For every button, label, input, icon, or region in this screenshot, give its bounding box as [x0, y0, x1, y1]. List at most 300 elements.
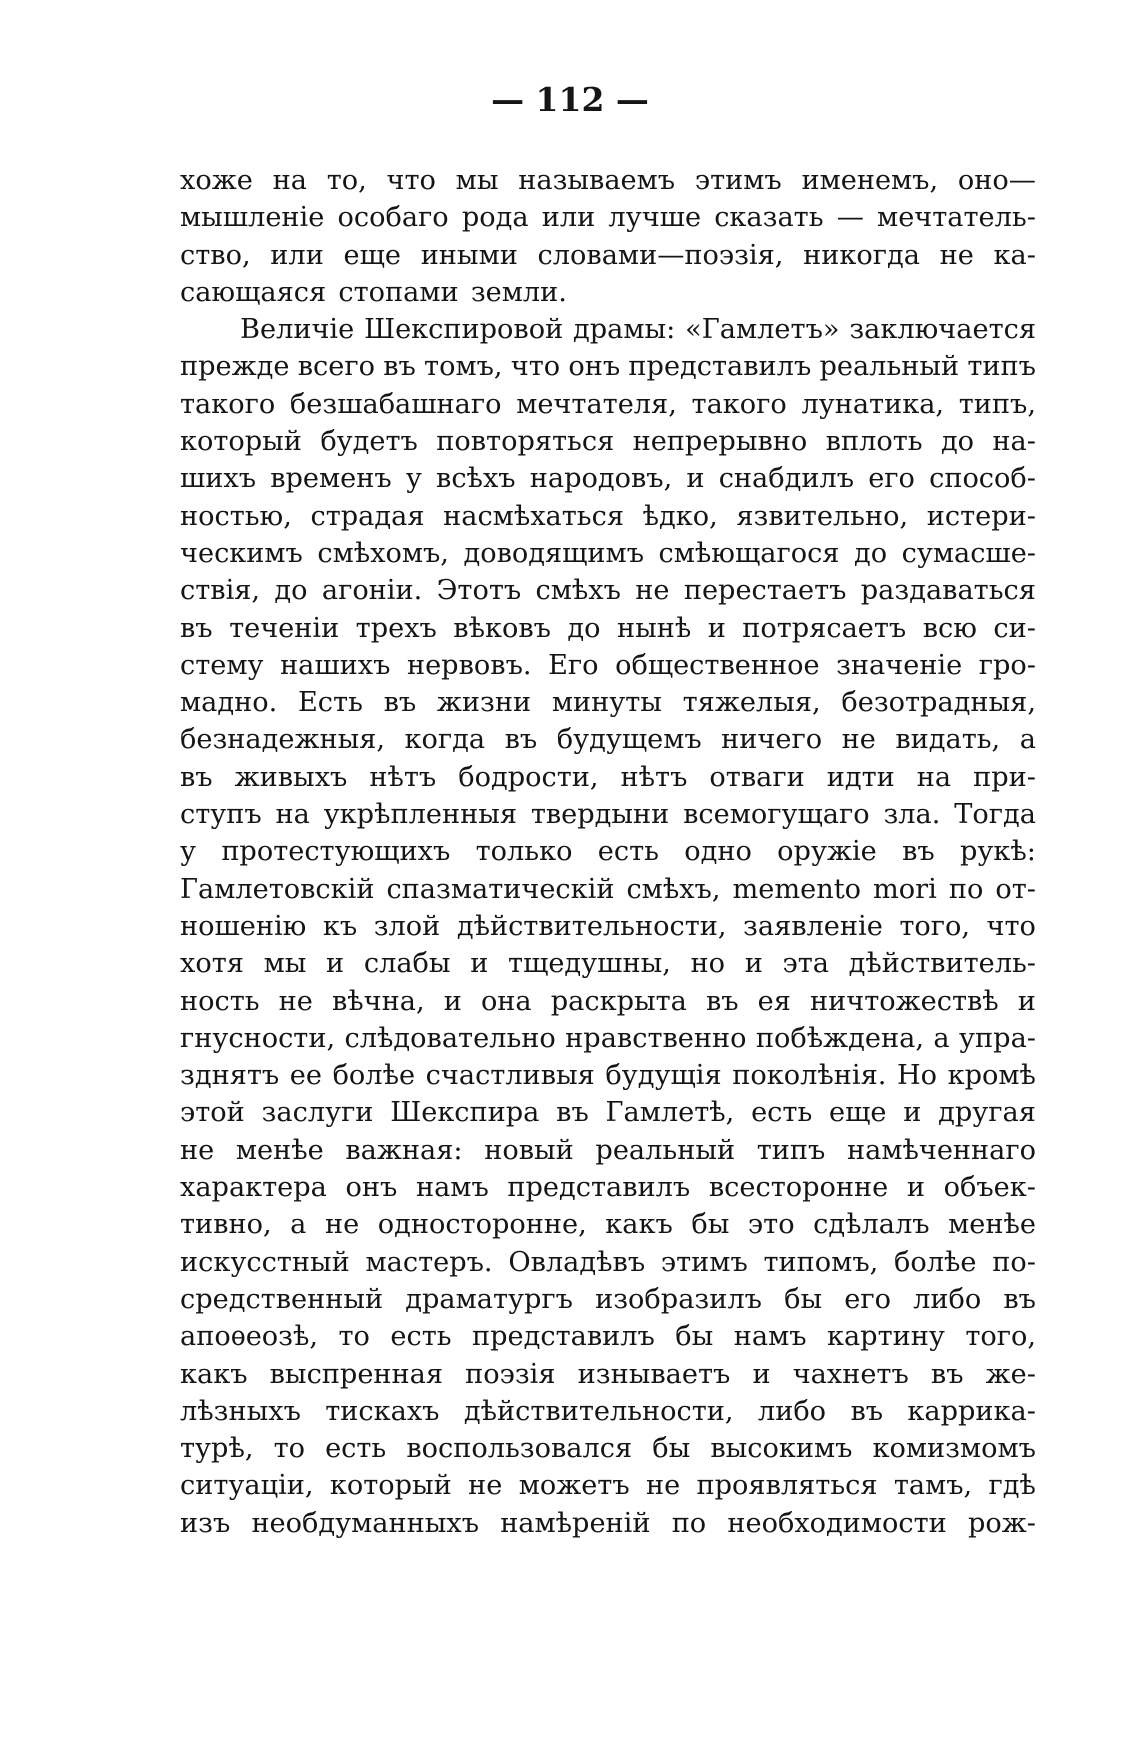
- word: поэзія: [465, 1358, 556, 1390]
- word: представилъ: [507, 1172, 691, 1204]
- word: ея: [757, 985, 791, 1017]
- word: лучше: [608, 202, 702, 234]
- word: —: [836, 202, 864, 234]
- word: въ: [902, 836, 935, 868]
- word: при-: [973, 761, 1036, 793]
- word: кромѣ: [947, 1060, 1036, 1092]
- word: безшабашнаго: [289, 388, 502, 420]
- word: идти: [826, 761, 895, 793]
- word: земли.: [470, 276, 567, 308]
- word: никогда: [803, 239, 920, 271]
- word: намѣреній: [500, 1507, 651, 1539]
- text-line: [180, 1318, 1036, 1355]
- word: истери-: [926, 500, 1036, 532]
- word: комизмомъ: [872, 1433, 1036, 1465]
- word: вплоть: [825, 426, 923, 458]
- word: злой: [373, 910, 441, 942]
- word: онъ: [345, 1172, 398, 1204]
- word: ка-: [993, 239, 1036, 271]
- word: Но: [896, 1060, 938, 1092]
- word: ничего: [721, 724, 823, 756]
- word: способ-: [929, 463, 1036, 495]
- word: раздаваться: [860, 575, 1036, 607]
- word: язвительно,: [736, 500, 909, 532]
- word: на: [916, 761, 952, 793]
- word: того,: [965, 1321, 1036, 1353]
- word: слѣдовательно: [344, 1022, 556, 1054]
- word: къ: [322, 910, 358, 942]
- word: на: [275, 799, 310, 831]
- text-line: [180, 871, 1036, 908]
- word: будущемъ: [556, 724, 702, 756]
- word: есть: [390, 1321, 452, 1353]
- word: будущія: [605, 1060, 722, 1092]
- word: болѣе: [894, 1246, 977, 1278]
- word: Его: [548, 649, 599, 681]
- word: намъ: [733, 1321, 807, 1353]
- word: побѣждена,: [755, 1022, 924, 1054]
- word: вѣковъ: [453, 612, 551, 644]
- text-line: [180, 1430, 1036, 1467]
- text-line: [180, 759, 1036, 796]
- word: «Гамлетъ»: [685, 314, 840, 346]
- word: который: [180, 426, 302, 458]
- word: и: [326, 948, 345, 980]
- word: или: [270, 239, 324, 271]
- word: можетъ: [518, 1470, 630, 1502]
- word: тивно,: [180, 1209, 272, 1241]
- word: апоѳеозѣ,: [180, 1321, 319, 1353]
- text-line: [180, 535, 1036, 572]
- text-line: [180, 1505, 1036, 1542]
- word: этимъ: [694, 165, 782, 196]
- word: значеніе: [836, 649, 963, 681]
- word: гнусности,: [180, 1022, 336, 1054]
- word: на-: [992, 426, 1036, 458]
- word: менѣе: [948, 1209, 1036, 1241]
- word: того,: [899, 910, 970, 942]
- word: ничтожествѣ: [810, 985, 999, 1017]
- word: сдѣлалъ: [813, 1209, 930, 1241]
- word: драмы:: [573, 314, 676, 346]
- word: до: [274, 575, 308, 607]
- text-line: [180, 908, 1036, 945]
- word: всесторонне: [708, 1172, 889, 1204]
- word: въ: [180, 612, 213, 644]
- word: ѣдко,: [642, 500, 718, 532]
- word: твердыни: [530, 799, 670, 831]
- word: до: [853, 537, 888, 569]
- word: характера: [180, 1172, 327, 1204]
- body-text: [180, 162, 1036, 1542]
- word: словами—поэзія,: [537, 239, 784, 271]
- word: то,: [326, 165, 367, 196]
- word: такого: [180, 388, 276, 420]
- word: ство,: [180, 239, 251, 271]
- word: смѣхъ,: [626, 873, 721, 905]
- text-line: [180, 423, 1036, 460]
- word: общественное: [615, 649, 820, 681]
- word: зднятъ: [180, 1060, 280, 1092]
- word: этимъ: [660, 1246, 748, 1278]
- word: что: [386, 165, 436, 196]
- word: не: [278, 985, 313, 1017]
- word: не: [180, 1134, 215, 1166]
- word: еще: [829, 1097, 887, 1129]
- word: не: [324, 1209, 360, 1241]
- text-line: [180, 647, 1036, 684]
- text-line: [180, 796, 1036, 833]
- word: и: [744, 948, 763, 980]
- word: одно: [684, 836, 752, 868]
- word: у: [180, 836, 196, 868]
- word: шихъ: [180, 463, 257, 495]
- word: отваги: [709, 761, 805, 793]
- text-line: [180, 833, 1036, 870]
- word: бы: [652, 1433, 691, 1465]
- text-line: [180, 610, 1036, 647]
- word: это: [747, 1209, 795, 1241]
- text-line: [180, 237, 1036, 274]
- word: изнываетъ: [577, 1358, 731, 1390]
- text-line: [180, 311, 1036, 348]
- word: особаго: [337, 202, 449, 234]
- word: Овладѣвъ: [508, 1246, 646, 1278]
- word: по-: [992, 1246, 1036, 1278]
- word: ность: [180, 985, 260, 1017]
- word: зла.: [883, 799, 941, 831]
- word: рода: [461, 202, 529, 234]
- word: спазматическій: [386, 873, 615, 905]
- word: снабдилъ: [718, 463, 855, 495]
- word: и: [906, 1172, 925, 1204]
- word: доводящимъ: [463, 537, 644, 569]
- word: высокимъ: [710, 1433, 853, 1465]
- word: от-: [995, 873, 1036, 905]
- word: въ: [180, 761, 213, 793]
- word: Величіе: [240, 314, 355, 346]
- word: и: [443, 985, 462, 1017]
- text-line: [180, 460, 1036, 497]
- word: тискахъ: [325, 1395, 440, 1427]
- word: ступъ: [180, 799, 262, 831]
- text-line: [180, 572, 1036, 609]
- word: необдуманныхъ: [251, 1507, 479, 1539]
- word: воспользовался: [406, 1433, 633, 1465]
- word: она: [480, 985, 532, 1017]
- word: тамъ,: [893, 1470, 973, 1502]
- text-line: [180, 1206, 1036, 1243]
- word: этой: [180, 1097, 245, 1129]
- word: агоніи.: [321, 575, 423, 607]
- word: намѣченнаго: [846, 1134, 1036, 1166]
- word: до: [940, 426, 975, 458]
- word: иными: [420, 239, 518, 271]
- word: счастливыя: [425, 1060, 595, 1092]
- word: какъ: [180, 1358, 248, 1390]
- word: тщедушны,: [508, 948, 671, 980]
- word: безотрадныя,: [841, 687, 1036, 719]
- word: только: [475, 836, 573, 868]
- word: менѣе: [235, 1134, 324, 1166]
- word: выспренная: [269, 1358, 444, 1390]
- word: что: [510, 351, 561, 383]
- word: ситуаціи,: [180, 1470, 314, 1502]
- word: бы: [784, 1283, 823, 1315]
- word: либо: [757, 1395, 827, 1427]
- word: какъ: [605, 1209, 673, 1241]
- word: всего: [297, 351, 375, 383]
- word: Этотъ: [436, 575, 522, 607]
- word: картину: [826, 1321, 945, 1353]
- word: страдая: [310, 500, 425, 532]
- word: то: [273, 1433, 305, 1465]
- word: жизни: [436, 687, 532, 719]
- word: раскрыта: [550, 985, 687, 1017]
- word: хотя: [180, 948, 244, 980]
- word: ношенію: [180, 910, 307, 942]
- word: нѣтъ: [620, 761, 688, 793]
- word: именемъ,: [801, 165, 939, 196]
- word: есть: [597, 836, 659, 868]
- word: и: [752, 1358, 771, 1390]
- word: стему: [180, 649, 264, 681]
- word: а: [933, 1022, 950, 1054]
- word: перестаетъ: [683, 575, 847, 607]
- word: по: [671, 1507, 707, 1539]
- text-line: [180, 1020, 1036, 1057]
- word: заключается: [849, 314, 1036, 346]
- text-line: [180, 945, 1036, 982]
- word: мастеръ.: [365, 1246, 493, 1278]
- word: его: [868, 463, 915, 495]
- word: mori: [873, 873, 937, 905]
- word: въ: [383, 687, 417, 719]
- word: ческимъ: [180, 537, 303, 569]
- word: и: [686, 463, 705, 495]
- word: повторяться: [436, 426, 615, 458]
- word: называемъ: [518, 165, 676, 196]
- word: реальный: [595, 1134, 736, 1166]
- word: насмѣхаться: [443, 500, 624, 532]
- word: нынѣ: [616, 612, 692, 644]
- text-line: [180, 983, 1036, 1020]
- text-line: [180, 1467, 1036, 1504]
- word: нервовъ.: [406, 649, 532, 681]
- text-line: [180, 274, 1036, 311]
- word: намъ: [415, 1172, 489, 1204]
- word: заявленіе: [743, 910, 883, 942]
- word: мышленіе: [180, 202, 325, 234]
- text-line: [180, 1094, 1036, 1131]
- word: не: [645, 1470, 681, 1502]
- word: и: [1017, 985, 1036, 1017]
- text-line: [180, 721, 1036, 758]
- text-line: [180, 1132, 1036, 1169]
- word: народовъ,: [529, 463, 673, 495]
- word: Есть: [297, 687, 363, 719]
- word: мы: [455, 165, 499, 196]
- word: мечтателя,: [516, 388, 677, 420]
- text-line: [180, 348, 1036, 385]
- word: болѣе: [332, 1060, 416, 1092]
- word: бы: [691, 1209, 730, 1241]
- word: что: [986, 910, 1036, 942]
- word: смѣющагося: [658, 537, 840, 569]
- word: ствія,: [180, 575, 261, 607]
- word: односторонне,: [377, 1209, 587, 1241]
- word: живыхъ: [234, 761, 348, 793]
- word: драматургъ: [405, 1283, 573, 1315]
- word: сумасше-: [901, 537, 1036, 569]
- text-line: [180, 498, 1036, 535]
- word: представилъ: [628, 351, 812, 383]
- word: въ: [930, 1358, 964, 1390]
- text-line: [180, 1393, 1036, 1430]
- word: Гамлетовскій: [180, 873, 375, 905]
- text-line: [180, 162, 1036, 199]
- word: томъ,: [424, 351, 503, 383]
- word: который: [329, 1470, 452, 1502]
- word: у: [405, 463, 422, 495]
- word: дѣйствитель-: [848, 948, 1036, 980]
- word: стопами: [338, 276, 459, 308]
- word: memento: [732, 873, 862, 905]
- text-line: [180, 199, 1036, 236]
- word: либо: [913, 1283, 982, 1315]
- word: Шекспира: [390, 1097, 540, 1129]
- word: протестующихъ: [221, 836, 451, 868]
- word: еще: [343, 239, 401, 271]
- word: типомъ,: [763, 1246, 879, 1278]
- word: тяжелыя,: [682, 687, 821, 719]
- word: временъ: [270, 463, 392, 495]
- word: въ: [1003, 1283, 1036, 1315]
- word: но: [690, 948, 726, 980]
- word: Гамлетѣ,: [605, 1097, 735, 1129]
- word: а: [290, 1209, 307, 1241]
- word: въ: [850, 1395, 884, 1427]
- word: по: [948, 873, 984, 905]
- word: изобразилъ: [595, 1283, 762, 1315]
- word: на: [272, 165, 307, 196]
- word: смѣхъ: [535, 575, 621, 607]
- word: нравственно: [565, 1022, 747, 1054]
- word: укрѣпленныя: [323, 799, 517, 831]
- word: Тогда: [954, 799, 1036, 831]
- word: оно—: [957, 165, 1036, 196]
- word: сказать: [714, 202, 824, 234]
- word: представилъ: [472, 1321, 655, 1353]
- word: лунатика,: [801, 388, 945, 420]
- word: сающаяся: [180, 276, 327, 308]
- word: эта: [782, 948, 829, 980]
- word: мечтатель-: [877, 202, 1036, 234]
- word: и: [707, 612, 726, 644]
- word: рож-: [967, 1507, 1036, 1539]
- word: и: [470, 948, 489, 980]
- word: другая: [938, 1097, 1036, 1129]
- word: ностью,: [180, 500, 292, 532]
- word: рукѣ:: [959, 836, 1036, 868]
- word: то: [338, 1321, 370, 1353]
- word: безнадежныя,: [180, 724, 386, 756]
- word: оружіе: [777, 836, 877, 868]
- word: дѣйствительности,: [456, 910, 727, 942]
- word: типъ,: [958, 388, 1036, 420]
- word: есть: [751, 1097, 813, 1129]
- word: всемогущаго: [683, 799, 870, 831]
- word: до: [567, 612, 601, 644]
- word: гро-: [978, 649, 1036, 681]
- word: нашихъ: [280, 649, 391, 681]
- word: типъ: [756, 1134, 826, 1166]
- word: дѣйствительности,: [463, 1395, 734, 1427]
- word: его: [844, 1283, 891, 1315]
- word: а: [1019, 724, 1036, 756]
- word: будетъ: [320, 426, 418, 458]
- word: изъ: [180, 1507, 231, 1539]
- word: въ: [504, 724, 538, 756]
- word: си-: [993, 612, 1036, 644]
- word: не: [635, 575, 670, 607]
- word: въ: [705, 985, 739, 1017]
- word: заслуги: [261, 1097, 374, 1129]
- word: Шекспировой: [364, 314, 564, 346]
- word: средственный: [180, 1283, 384, 1315]
- word: важная:: [345, 1134, 463, 1166]
- word: смѣхомъ,: [317, 537, 449, 569]
- word: бодрости,: [458, 761, 599, 793]
- word: не: [468, 1470, 503, 1502]
- word: упра-: [959, 1022, 1036, 1054]
- word: онъ: [568, 351, 621, 383]
- word: всю: [922, 612, 977, 644]
- word: видать,: [895, 724, 1001, 756]
- word: объек-: [943, 1172, 1036, 1204]
- word: такого: [691, 388, 787, 420]
- text-line: [180, 1057, 1036, 1094]
- text-line: [180, 1281, 1036, 1318]
- word: не: [939, 239, 974, 271]
- page-number: — 112 —: [491, 80, 649, 119]
- word: искусстный: [180, 1246, 350, 1278]
- word: мы: [263, 948, 307, 980]
- text-line: [180, 386, 1036, 423]
- word: же-: [985, 1358, 1036, 1390]
- word: необходимости: [727, 1507, 947, 1539]
- word: трехъ: [355, 612, 437, 644]
- word: есть: [325, 1433, 387, 1465]
- text-line: [180, 1244, 1036, 1281]
- word: нѣтъ: [369, 761, 437, 793]
- word: потрясаетъ: [742, 612, 907, 644]
- word: каррика-: [907, 1395, 1036, 1427]
- text-line: [180, 1169, 1036, 1206]
- word: ее: [289, 1060, 322, 1092]
- word: чахнетъ: [792, 1358, 909, 1390]
- word: турѣ,: [180, 1433, 254, 1465]
- word: гдѣ: [988, 1470, 1036, 1502]
- word: бы: [675, 1321, 714, 1353]
- word: новый: [484, 1134, 574, 1166]
- word: минуты: [551, 687, 662, 719]
- word: лѣзныхъ: [180, 1395, 301, 1427]
- word: въ: [383, 351, 416, 383]
- word: хоже: [180, 165, 253, 196]
- word: мадно.: [180, 687, 278, 719]
- text-line: [180, 1356, 1036, 1393]
